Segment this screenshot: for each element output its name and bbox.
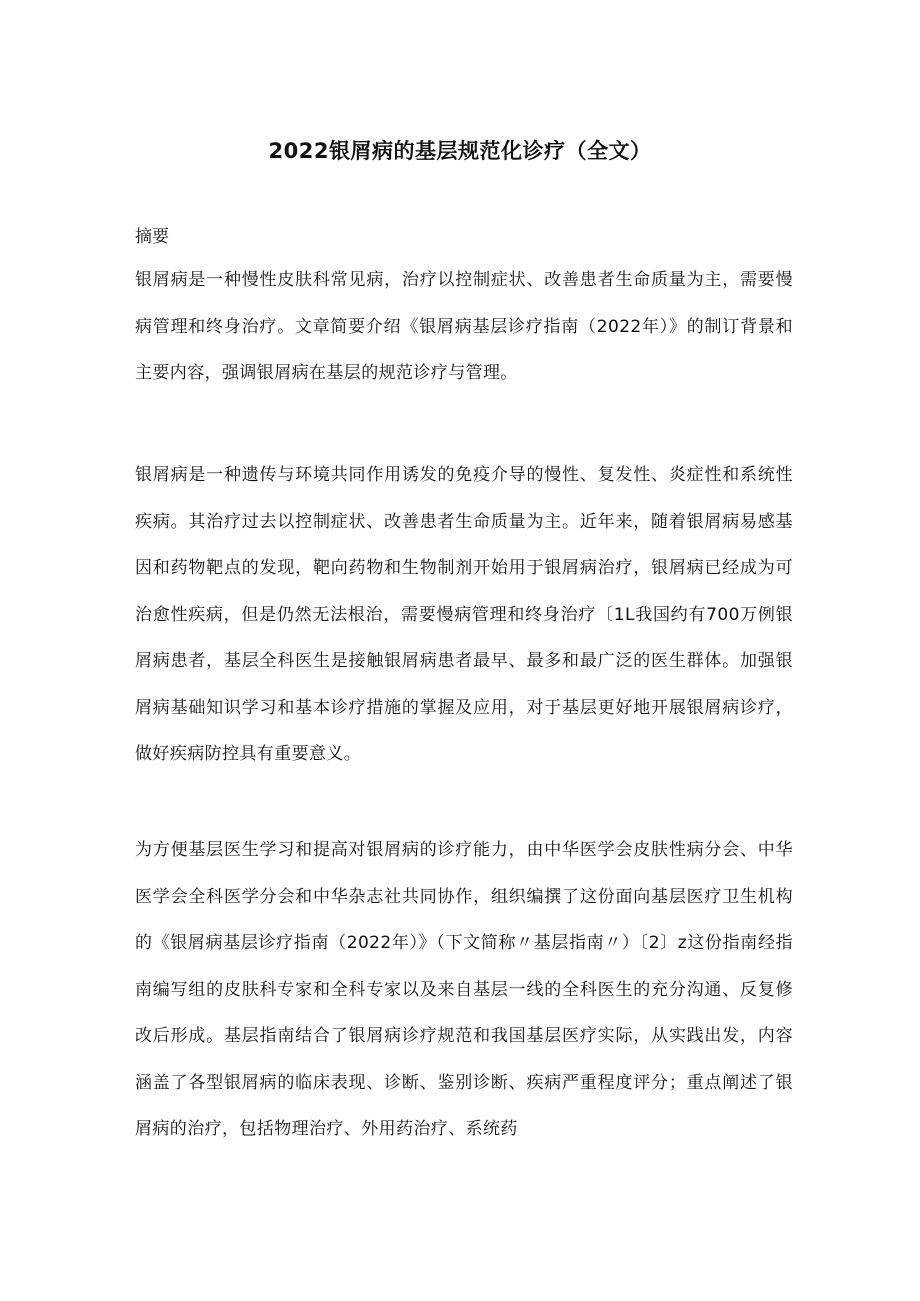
abstract-paragraph: 银屑病是一种慢性皮肤科常见病，治疗以控制症状、改善患者生命质量为主，需要慢病管理和终身治疗。文章简要介绍《银屑病基层诊疗指南（2022年）》的制订背景和主要内容，强调银屑病在基层的规范诊疗与管理。 xyxy=(135,270,793,383)
body-paragraph-2: 为方便基层医生学习和提高对银屑病的诊疗能力，由中华医学会皮肤性病分会、中华医学会全科医学分会和中华杂志社共同协作，组织编撰了这份面向基层医疗卫生机构的《银屑病基层诊疗指南（2022年）》（下文简称〃基层指南〃）〔2〕z这份指南经指南编写组的皮肤科专家和全科专家以及来自基层一线的全科医生的充分沟通、反复修改后形成。基层指南结合了银屑病诊疗规范和我国基层医疗实际，从实践出发，内容涵盖了各型银屑病的临床表现、诊断、鉴别诊断、疾病严重程度评分；重点阐述了银屑病的治疗，包括物理治疗、外用药治疗、系统药 xyxy=(135,840,793,1139)
abstract-heading: 摘要 xyxy=(135,227,169,247)
document-title: 2022银屑病的基层规范化诊疗（全文） xyxy=(268,139,652,164)
body-paragraph-1: 银屑病是一种遗传与环境共同作用诱发的免疫介导的慢性、复发性、炎症性和系统性疾病。其治疗过去以控制症状、改善患者生命质量为主。近年来，随着银屑病易感基因和药物靶点的发现，靶向药物和生物制剂开始用于银屑病治疗，银屑病已经成为可治愈性疾病，但是仍然无法根治，需要慢病管理和终身治疗〔1L我国约有700万例银屑病患者，基层全科医生是接触银屑病患者最早、最多和最广泛的医生群体。加强银屑病基础知识学习和基本诊疗措施的掌握及应用，对于基层更好地开展银屑病诊疗，做好疾病防控具有重要意义。 xyxy=(135,465,793,764)
